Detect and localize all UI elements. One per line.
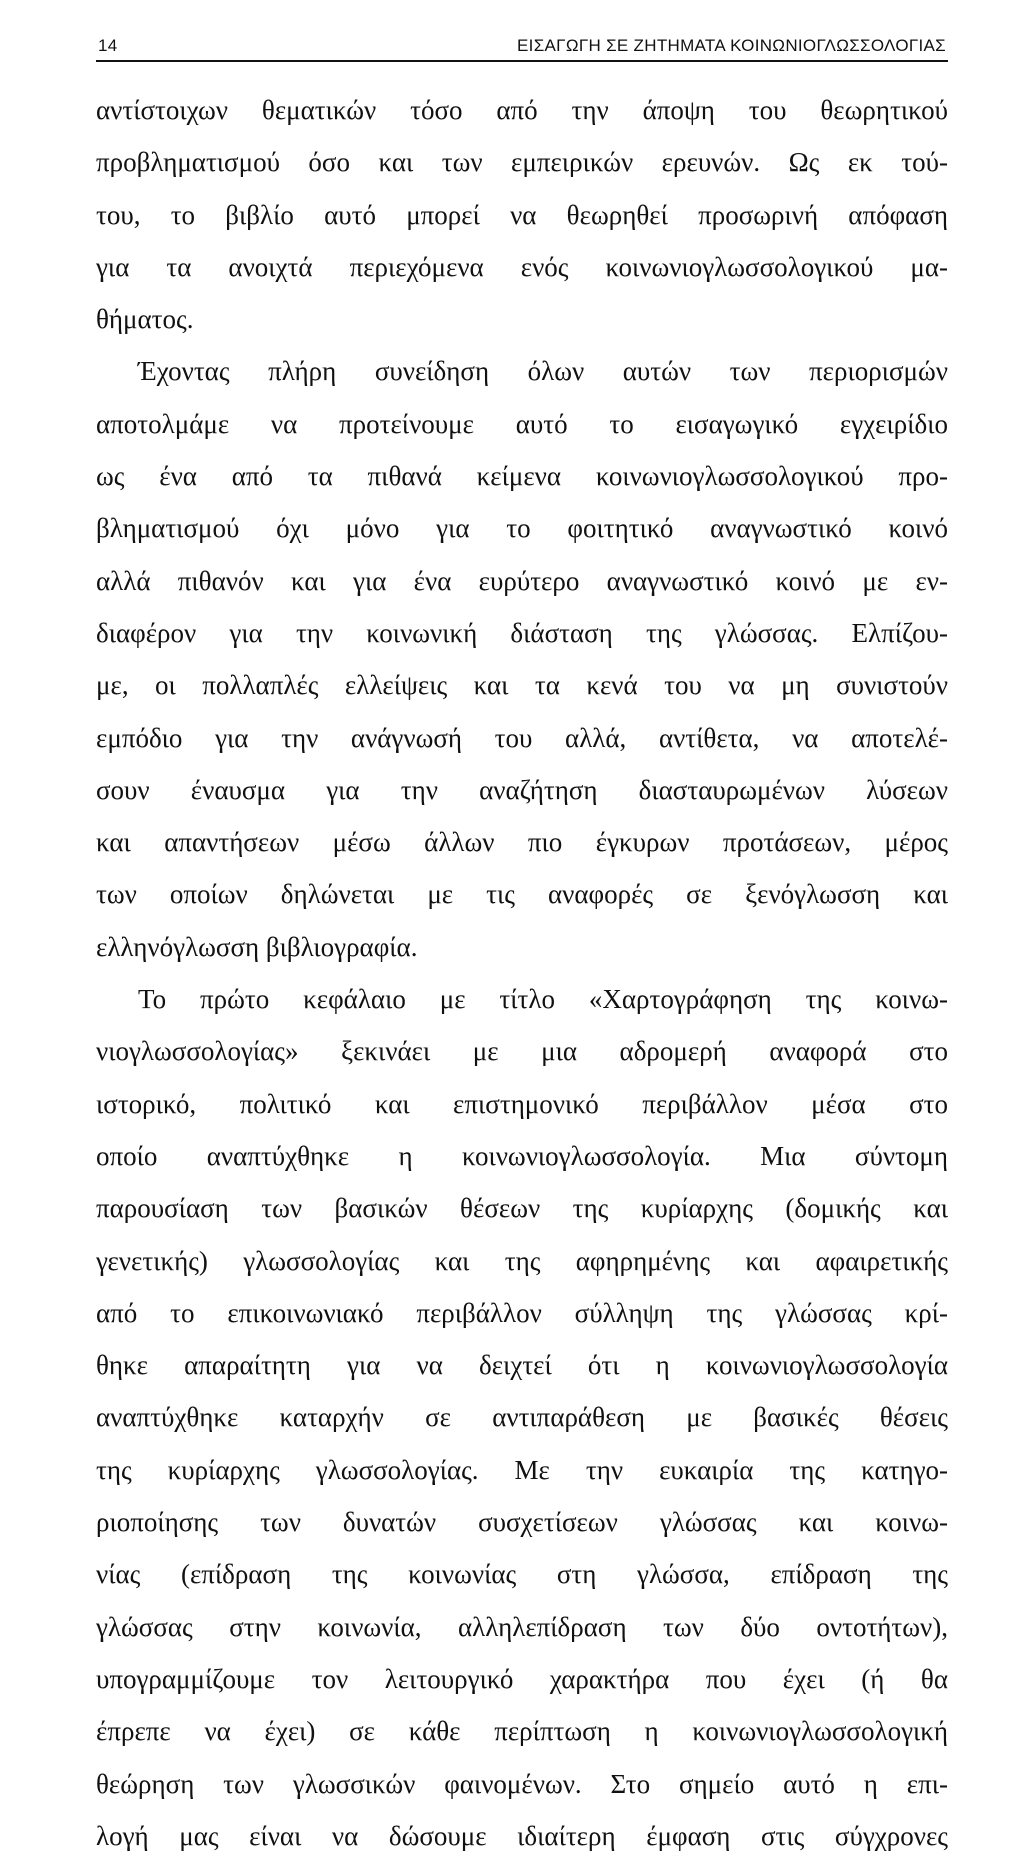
text-line: από το επικοινωνιακό περιβάλλον σύλληψη της γλώσσας κρί-	[96, 1297, 948, 1328]
text-line: για τα ανοιχτά περιεχόμενα ενός κοινωνιογλωσσολογικού μα-	[96, 251, 948, 282]
text-line: σουν έναυσμα για την αναζήτηση διασταυρωμένων λύσεων	[96, 774, 948, 805]
text-line: του, το βιβλίο αυτό μπορεί να θεωρηθεί προσωρινή απόφαση	[96, 199, 948, 230]
text-line: αποτολμάμε να προτείνουμε αυτό το εισαγωγικό εγχειρίδιο	[96, 408, 948, 439]
text-line: βληματισμού όχι μόνο για το φοιτητικό αναγνωστικό κοινό	[96, 513, 948, 544]
text-line: θηκε απαραίτητη για να δειχτεί ότι η κοινωνιογλωσσολογία	[96, 1350, 948, 1381]
text-line: γλώσσας στην κοινωνία, αλληλεπίδραση των δύο οντοτήτων),	[96, 1611, 948, 1642]
text-line: της κυρίαρχης γλωσσολογίας. Με την ευκαιρία της κατηγο-	[96, 1454, 948, 1485]
text-line: οποίο αναπτύχθηκε η κοινωνιογλωσσολογία. Μια σύντομη	[96, 1140, 948, 1171]
text-line: αλλά πιθανόν και για ένα ευρύτερο αναγνωστικό κοινό με εν-	[96, 565, 948, 596]
book-page	[96, 0, 948, 1851]
text-line: ριοποίησης των δυνατών συσχετίσεων γλώσσας και κοινω-	[96, 1507, 948, 1538]
running-header	[96, 32, 948, 62]
running-title: ΕΙΣΑΓΩΓΗ ΣΕ ΖΗΤΗΜΑΤΑ ΚΟΙΝΩΝΙΟΓΛΩΣΣΟΛΟΓΙΑΣ	[517, 36, 946, 55]
text-line: εμπόδιο για την ανάγνωσή του αλλά, αντίθετα, να αποτελέ-	[96, 722, 948, 753]
text-line: των οποίων δηλώνεται με τις αναφορές σε ξενόγλωσση και	[96, 879, 948, 910]
text-line: έπρεπε να έχει) σε κάθε περίπτωση η κοινωνιογλωσσολογική	[96, 1716, 948, 1747]
text-line: παρουσίαση των βασικών θέσεων της κυρίαρχης (δομικής και	[96, 1193, 948, 1224]
text-line: ελληνόγλωσση βιβλιογραφία.	[96, 931, 418, 962]
text-line: Έχοντας πλήρη συνείδηση όλων αυτών των περιορισμών	[138, 356, 948, 387]
text-line: αντίστοιχων θεματικών τόσο από την άποψη του θεωρητικού	[96, 95, 948, 125]
text-line: προβληματισμού όσο και των εμπειρικών ερευνών. Ως εκ τού-	[96, 147, 948, 178]
text-line: γενετικής) γλωσσολογίας και της αφηρημένης και αφαιρετικής	[96, 1245, 948, 1276]
text-line: Το πρώτο κεφάλαιο με τίτλο «Χαρτογράφηση της κοινω-	[138, 984, 948, 1015]
text-line: αναπτύχθηκε καταρχήν σε αντιπαράθεση με βασικές θέσεις	[96, 1402, 948, 1433]
text-line: λογή μας είναι να δώσουμε ιδιαίτερη έμφαση στις σύγχρονες	[96, 1820, 948, 1851]
text-line: υπογραμμίζουμε τον λειτουργικό χαρακτήρα που έχει (ή θα	[96, 1663, 948, 1694]
text-line: νιογλωσσολογίας» ξεκινάει με μια αδρομερή αναφορά στο	[96, 1036, 948, 1067]
text-line: θήματος.	[96, 304, 194, 335]
text-line: και απαντήσεων μέσω άλλων πιο έγκυρων προτάσεων, μέρος	[96, 827, 948, 858]
text-line: θεώρηση των γλωσσικών φαινομένων. Στο σημείο αυτό η επι-	[96, 1768, 948, 1799]
text-line: ιστορικό, πολιτικό και επιστημονικό περιβάλλον μέσα στο	[96, 1088, 948, 1119]
body-text	[96, 84, 948, 1862]
text-line: διαφέρον για την κοινωνική διάσταση της γλώσσας. Ελπίζου-	[96, 617, 948, 648]
text-line: νίας (επίδραση της κοινωνίας στη γλώσσα, επίδραση της	[96, 1559, 948, 1590]
text-line: ως ένα από τα πιθανά κείμενα κοινωνιογλωσσολογικού προ-	[96, 461, 948, 492]
text-line: με, οι πολλαπλές ελλείψεις και τα κενά του να μη συνιστούν	[96, 670, 948, 701]
page-number: 14	[98, 36, 118, 55]
